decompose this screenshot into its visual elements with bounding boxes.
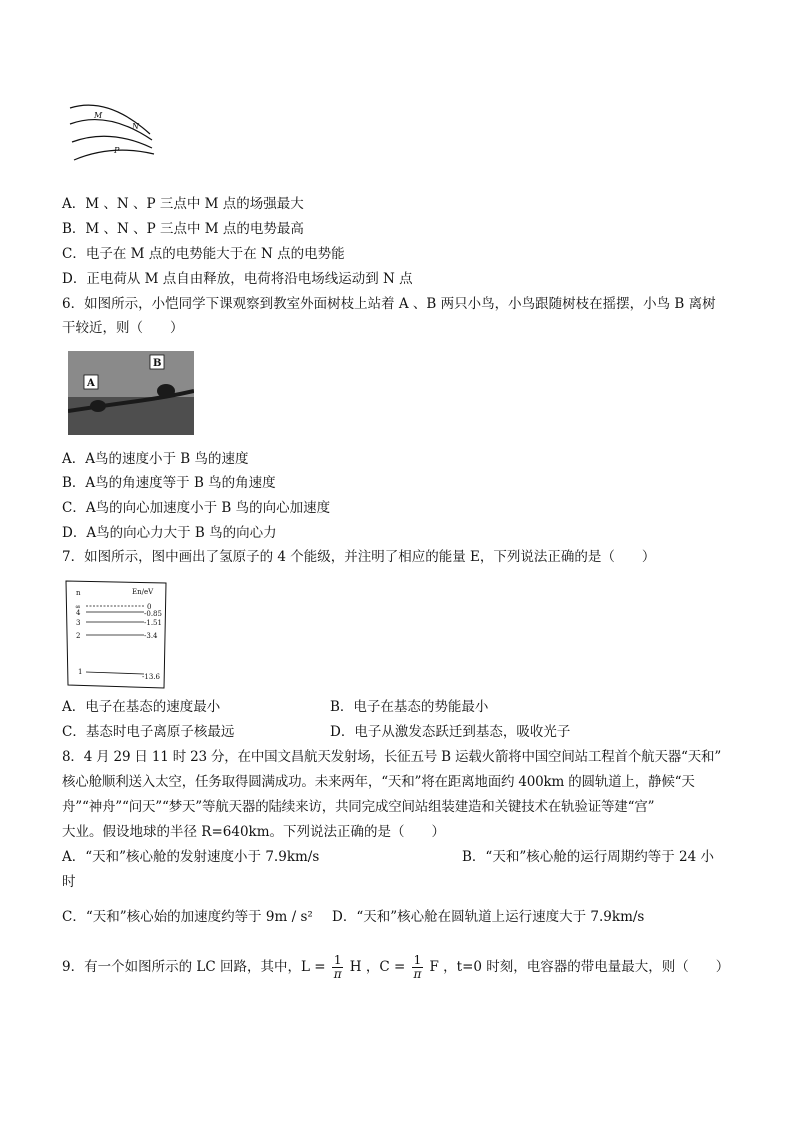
point-n-label: N [132,122,139,131]
q6-option-a: A．A鸟的速度小于 B 鸟的速度 [62,451,249,467]
q8-option-c: C．“天和”核心始的加速度约等于 9m / s² [62,909,313,925]
q6-birds-photo [68,351,194,435]
q9-l-unit: H ，C = [349,959,406,975]
level-inf-e: 0 [147,603,152,611]
q7-option-d: D．电子从激发态跃迁到基态，吸收光子 [330,724,571,740]
level-2-n: 2 [76,632,81,640]
energy-axis-label: En/eV [132,588,154,596]
level-4-e: -0.85 [144,610,162,618]
q7-option-a: A．电子在基态的速度最小 [62,699,221,715]
q5-option-b: B．M 、N 、P 三点中 M 点的电势最高 [62,221,304,237]
q9-c-unit: F ，t=0 时刻，电容器的带电量最大，则（ ） [429,959,730,975]
level-inf-n: ∞ [75,603,81,611]
q9-stem [62,952,729,982]
q6-option-d: D．A鸟的向心力大于 B 鸟的向心力 [62,525,277,541]
q9-stem-pre: 9．有一个如图所示的 LC 回路，其中，L = [62,959,326,975]
label-a: A [87,378,95,389]
capacitance-denominator: π [413,967,422,981]
level-1-n: 1 [78,668,83,676]
q5-field-lines-figure [64,98,160,170]
inductance-fraction [332,954,344,981]
q6-option-b: B．A鸟的角速度等于 B 鸟的角速度 [62,475,276,491]
q8-stem-line2: 核心舱顺利送入太空，任务取得圆满成功。未来两年，“天和”将在距离地面约 400km 的圆轨道上，静候“天 [62,774,695,790]
capacitance-numerator: 1 [413,953,422,967]
q5-option-c: C．电子在 M 点的电势能大于在 N 点的电势能 [62,246,345,262]
inductance-denominator: π [333,967,342,981]
q5-option-a: A．M 、N 、P 三点中 M 点的场强最大 [62,196,304,212]
level-4-n: 4 [76,609,81,617]
q8-option-b-continued: 时 [62,874,76,890]
q7-stem: 7．如图所示，图中画出了氢原子的 4 个能级，并注明了相应的能量 E，下列说法正确的是（ ） [62,549,656,565]
capacitance-fraction [412,954,424,981]
point-p-label: P [114,146,120,155]
q6-stem-line1: 6．如图所示，小恺同学下课观察到教室外面树枝上站着 A 、B 两只小鸟，小鸟跟随树枝在摇摆，小鸟 B 离树 [62,296,716,312]
level-1-e: -13.6 [142,673,160,681]
bird-b-icon [157,384,175,398]
q8-option-a: A．“天和”核心舱的发射速度小于 7.9km/s [62,849,320,865]
n-axis-label: n [76,589,81,597]
q7-option-c: C．基态时电子离原子核最远 [62,724,235,740]
level-3-e: -1.51 [144,619,162,627]
label-b: B [153,358,162,369]
level-2-e: -3.4 [144,632,158,640]
q7-energy-level-diagram [62,578,170,690]
q8-stem-line1: 8．4 月 29 日 11 时 23 分，在中国文昌航天发射场，长征五号 B 运载火箭将中国空间站工程首个航天器“天和” [62,749,722,765]
level-3-n: 3 [76,619,81,627]
field-line-3 [72,136,152,148]
bird-a-icon [90,400,106,412]
q8-stem-line4: 大业。假设地球的半径 R=640km。下列说法正确的是（ ） [62,824,446,840]
q6-option-c: C．A鸟的向心加速度小于 B 鸟的向心加速度 [62,500,331,516]
point-m-label: M [94,111,103,120]
q5-option-d: D．正电荷从 M 点自由释放，电荷将沿电场线运动到 N 点 [62,271,413,287]
q8-stem-line3: 舟”“神舟”“问天”“梦天”等航天器的陆续来访，共同完成空间站组装建造和关键技术在轨验证等建“宫” [62,799,655,815]
q7-option-b: B．电子在基态的势能最小 [330,699,489,715]
q6-stem-line2: 干较近，则（ ） [62,320,184,336]
inductance-numerator: 1 [333,953,342,967]
level-1-line [86,672,144,674]
q8-option-d: D．“天和”核心舱在圆轨道上运行速度大于 7.9km/s [332,909,645,925]
q8-option-b: B．“天和”核心舱的运行周期约等于 24 小 [462,849,714,865]
